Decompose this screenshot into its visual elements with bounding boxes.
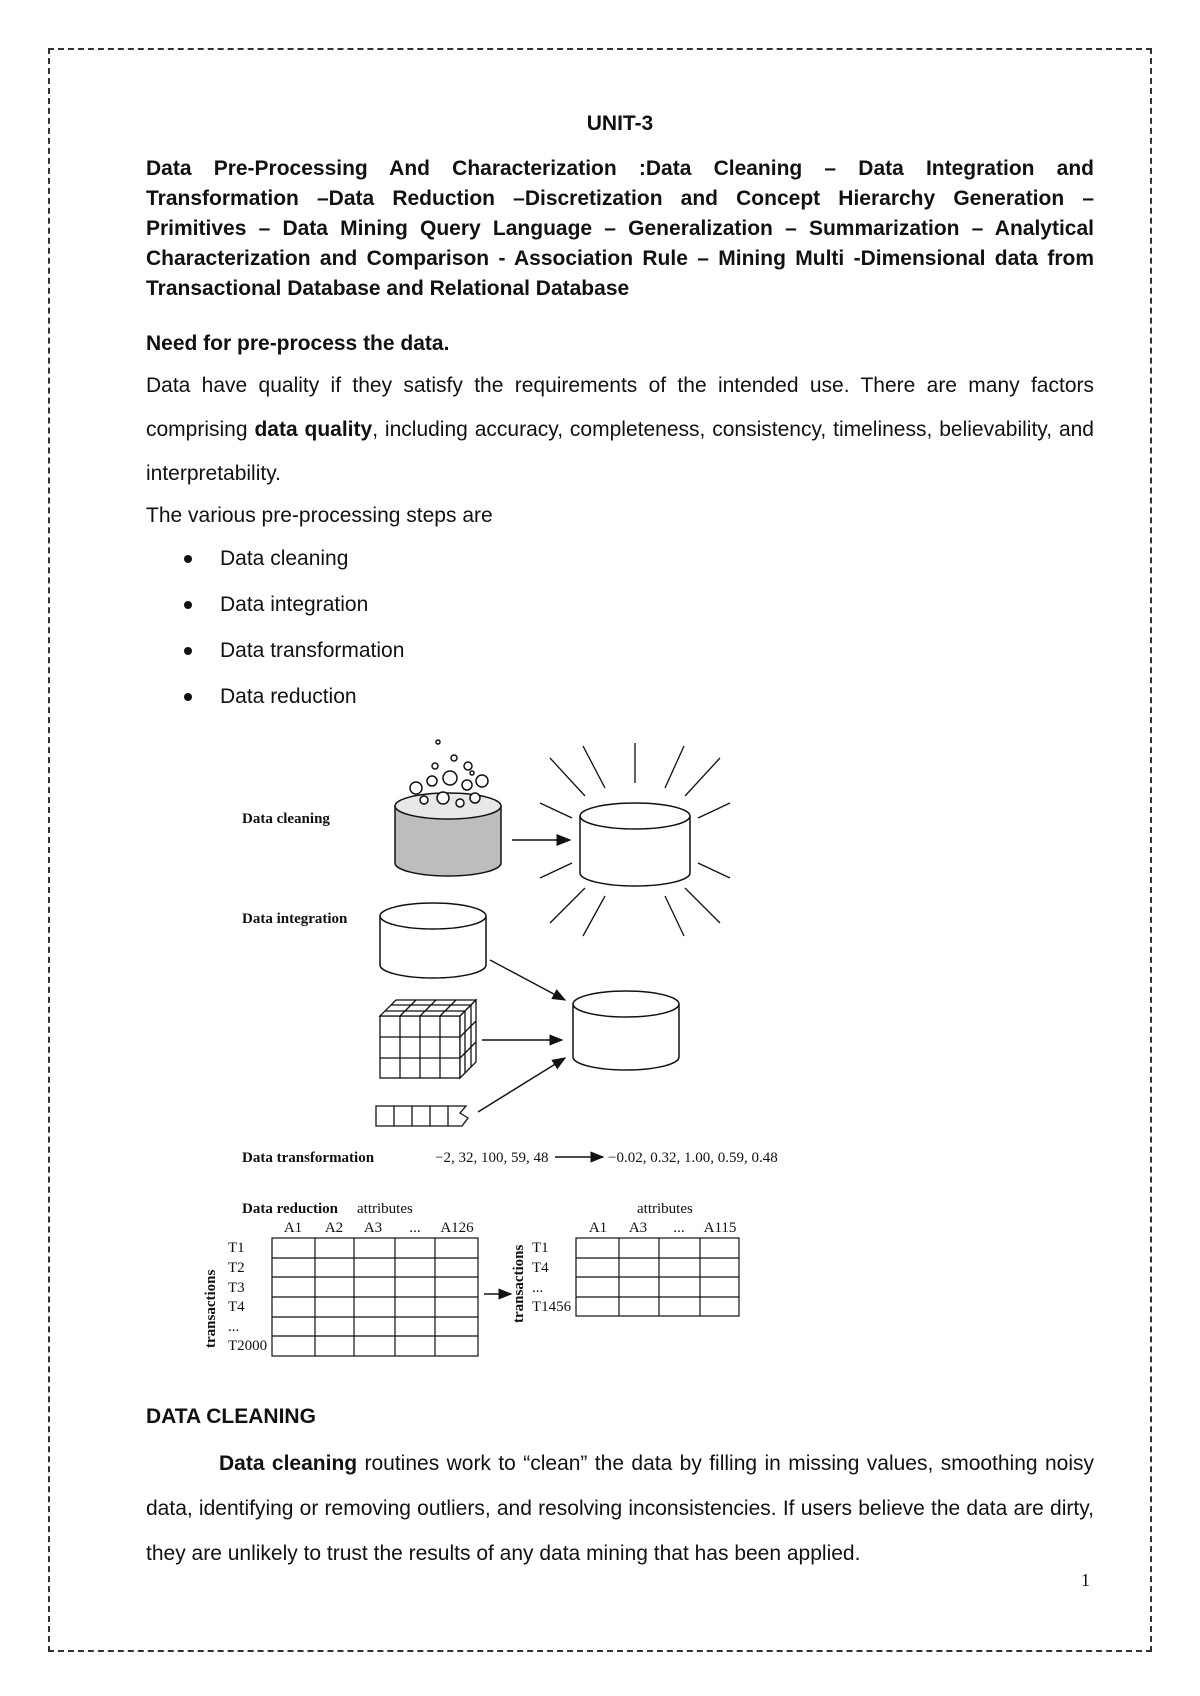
right-row-label: T1 — [532, 1240, 549, 1256]
right-col-header: A115 — [703, 1220, 737, 1236]
transform-output-values: −0.02, 0.32, 1.00, 0.59, 0.48 — [608, 1150, 778, 1166]
quality-term: data quality — [254, 418, 373, 441]
page-number: 1 — [1081, 1570, 1090, 1590]
left-reduction-table — [272, 1238, 478, 1356]
left-col-header: A126 — [440, 1220, 474, 1236]
transform-input-values: −2, 32, 100, 59, 48 — [435, 1150, 549, 1166]
dirty-database-icon — [395, 740, 501, 876]
syllabus-summary: Data Pre-Processing And Characterization :Data Cleaning – Data Integration and Transformation –Data Reduction –Discretization and Concept Hierarchy Generation – Primitives – Data Mining Query Language – Generalization – Summarization – Analytical Characterization and Comparison - Association Rule – Mining Multi -Dimensional data from Transactional Database and Relational Database — [146, 157, 1094, 300]
right-reduction-table — [576, 1238, 739, 1316]
left-attributes-label: attributes — [357, 1201, 413, 1217]
need-heading: Need for pre-process the data. — [146, 332, 450, 355]
quality-paragraph — [146, 364, 1094, 496]
data-cleaning-heading: DATA CLEANING — [146, 1405, 316, 1428]
left-col-header: A1 — [283, 1220, 303, 1236]
flat-file-icon — [376, 1106, 468, 1126]
steps-list — [146, 536, 1094, 720]
right-col-header: A3 — [628, 1220, 648, 1236]
quality-text-after: , including accuracy, completeness, consistency, timeliness, believability, and interpretability. — [146, 418, 1094, 485]
left-row-label: T4 — [228, 1299, 245, 1315]
right-col-header: ... — [673, 1220, 685, 1236]
label-data-cleaning: Data cleaning — [242, 811, 330, 827]
left-row-label: T1 — [228, 1240, 245, 1256]
label-data-transformation: Data transformation — [242, 1150, 375, 1166]
left-row-label: T2 — [228, 1260, 245, 1276]
left-transactions-label: transactions — [203, 1269, 219, 1348]
right-row-label: T1456 — [532, 1299, 572, 1315]
document-body — [146, 112, 1094, 720]
left-col-header: ... — [409, 1220, 421, 1236]
right-row-label: T4 — [532, 1260, 549, 1276]
list-item: Data cleaning — [184, 536, 1094, 582]
left-row-label: ... — [228, 1319, 240, 1335]
clean-database-icon — [580, 803, 690, 886]
source-database-icon — [380, 903, 486, 978]
right-row-label: ... — [532, 1280, 544, 1296]
left-col-header: A2 — [324, 1220, 344, 1236]
steps-intro: The various pre-processing steps are — [146, 504, 493, 527]
list-item: Data integration — [184, 582, 1094, 628]
data-cleaning-text: routines work to “clean” the data by filling in missing values, smoothing noisy data, identifying or removing outliers, and resolving inconsistencies. If users believe the data are dirty, they are unlikely to trust the results of any data mining that has been applied. — [146, 1452, 1094, 1565]
list-item: Data transformation — [184, 628, 1094, 674]
right-col-header: A1 — [588, 1220, 608, 1236]
quality-text-before: Data have quality if they satisfy the requirements of the intended use. There are many factors comprising — [146, 374, 1094, 441]
preprocessing-figure — [203, 738, 810, 1388]
left-row-label: T2000 — [228, 1338, 268, 1354]
left-row-label: T3 — [228, 1280, 245, 1296]
data-cube-icon — [380, 1000, 476, 1078]
label-data-integration: Data integration — [242, 911, 348, 927]
unit-title: UNIT-3 — [586, 112, 654, 135]
list-item: Data reduction — [184, 674, 1094, 720]
right-transactions-label: transactions — [511, 1244, 527, 1323]
data-cleaning-paragraph — [146, 1441, 1094, 1576]
data-cleaning-term: Data cleaning — [219, 1452, 358, 1475]
left-col-header: A3 — [363, 1220, 383, 1236]
label-data-reduction: Data reduction — [242, 1201, 338, 1217]
integrated-database-icon — [573, 991, 679, 1070]
right-attributes-label: attributes — [637, 1201, 693, 1217]
